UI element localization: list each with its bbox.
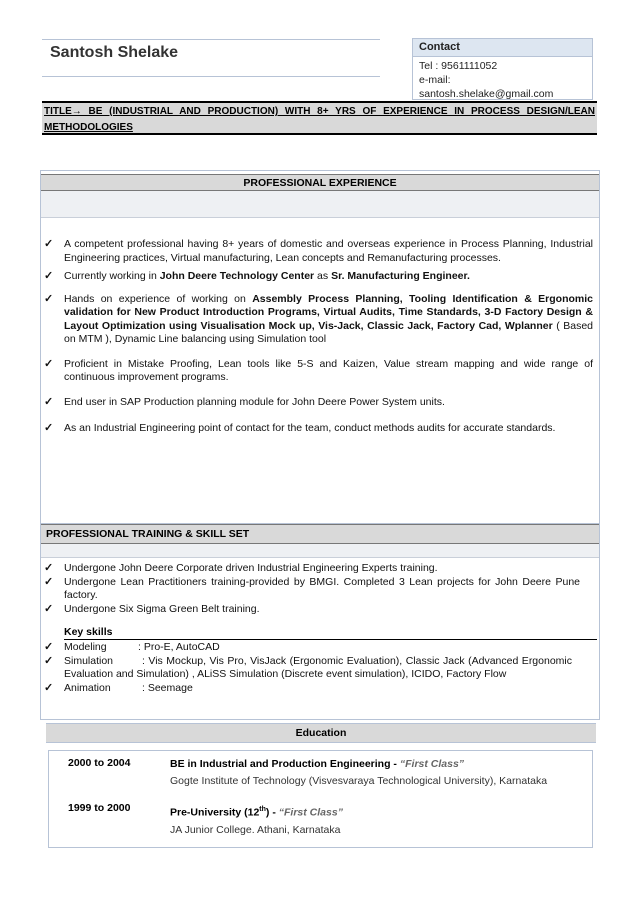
skill-item xyxy=(42,641,572,655)
check-icon: ✓ xyxy=(44,238,54,250)
education-degree-superscript: th xyxy=(259,806,266,813)
education-heading-text: Education xyxy=(295,727,347,739)
education-heading xyxy=(46,723,596,743)
skills-list xyxy=(42,641,572,695)
training-item-text: Undergone Six Sigma Green Belt training. xyxy=(64,602,260,615)
training-item-text: Undergone John Deere Corporate driven Industrial Engineering Experts training. xyxy=(64,562,438,574)
check-icon: ✓ xyxy=(44,395,54,408)
skill-item xyxy=(42,655,572,682)
list-item xyxy=(42,562,580,576)
education-degree: Pre-University (12 xyxy=(170,806,260,819)
education-degree-end: ) xyxy=(265,806,270,819)
skill-label: Modeling xyxy=(64,641,107,653)
training-item-text: Undergone Lean Practitioners training-provided by BMGI. Completed 3 Lean projects for John Deere Pune factory. xyxy=(64,575,580,601)
list-item xyxy=(42,603,580,617)
skill-item xyxy=(42,682,572,696)
check-icon: ✓ xyxy=(44,681,54,694)
experience-heading xyxy=(41,174,599,191)
education-years: 2000 to 2004 xyxy=(68,757,131,769)
list-item xyxy=(42,358,593,385)
list-item xyxy=(42,293,593,347)
contact-heading: Contact xyxy=(413,39,592,57)
education-class: “First Class” xyxy=(399,758,465,770)
skill-value: : Vis Mockup, Vis Pro, VisJack (Ergonomic Evaluation), Classic Jack (Advanced Ergonomic Evaluation and Simulation) , ALiSS Simulation (Discrete event simulation), ICIDO, Factory Flow xyxy=(64,654,572,680)
experience-item-text: End user in SAP Production planning module for John Deere Power System units. xyxy=(64,395,445,408)
check-icon: ✓ xyxy=(44,422,54,434)
key-skills-heading: Key skills xyxy=(64,626,113,638)
resume-title: TITLE→ BE (INDUSTRIAL AND PRODUCTION) WITH 8+ YRS OF EXPERIENCE IN PROCESS DESIGN/LEAN METHODOLOGIES xyxy=(42,101,597,135)
skill-label: Simulation xyxy=(64,654,114,667)
experience-list xyxy=(42,238,593,436)
skill-value: : Seemage xyxy=(142,681,193,694)
list-item xyxy=(42,238,593,265)
check-icon: ✓ xyxy=(44,654,54,667)
header-top-rule xyxy=(42,39,380,40)
header-bottom-rule xyxy=(42,76,380,77)
list-item xyxy=(42,270,593,284)
experience-item-text: Hands on experience of working on xyxy=(64,292,253,305)
education-years: 1999 to 2000 xyxy=(68,802,131,814)
education-degree-line xyxy=(170,757,586,772)
candidate-name: Santosh Shelake xyxy=(50,44,179,61)
experience-item-text: Currently working in xyxy=(64,270,160,282)
check-icon: ✓ xyxy=(44,270,54,282)
experience-item-text: Proficient in Mistake Proofing, Lean tools like 5-S and Kaizen, Value stream mapping and wide range of continuous improvement programs. xyxy=(64,357,593,383)
experience-item-text: As an Industrial Engineering point of contact for the team, conduct methods audits for accurate standards. xyxy=(64,422,556,434)
training-heading xyxy=(41,524,599,544)
list-item xyxy=(42,422,593,436)
check-icon: ✓ xyxy=(44,292,54,305)
education-separator: - xyxy=(269,806,279,819)
education-separator: - xyxy=(390,758,400,770)
experience-item-bold: Assembly Process Planning, Tooling Identification & Ergonomic validation for New Product Introduction Programs, Virtual Audits, Time Standards, 3-D Factory Design & Layout Optimization using Visualisation Mock up, Vis-Jack, Classic Jack, Factory Cad, Wplanner xyxy=(64,292,593,332)
employer-name: John Deere Technology Center xyxy=(159,270,315,282)
education-details xyxy=(170,802,586,838)
training-list xyxy=(42,562,580,616)
key-skills-rule xyxy=(64,639,597,640)
contact-box xyxy=(412,38,593,100)
education-institute: Gogte Institute of Technology (Visvesvaraya Technological University), Karnataka xyxy=(170,775,548,787)
education-institute: JA Junior College. Athani, Karnataka xyxy=(170,823,341,836)
experience-shade-bar xyxy=(41,191,599,218)
experience-item-text: A competent professional having 8+ years of domestic and overseas experience in Process Planning, Industrial Engineering practices, Virtual manufacturing, Lean concepts and Remanufacturing processes. xyxy=(64,238,593,264)
contact-tel: Tel : 9561111052 xyxy=(419,60,498,72)
skill-label: Animation xyxy=(64,681,111,694)
check-icon: ✓ xyxy=(44,602,54,615)
education-class: “First Class” xyxy=(278,806,343,819)
education-degree: BE in Industrial and Production Engineering xyxy=(170,758,391,770)
check-icon: ✓ xyxy=(44,641,54,653)
list-item xyxy=(42,396,593,410)
experience-heading-text: PROFESSIONAL EXPERIENCE xyxy=(243,177,397,189)
skill-value: : Pro-E, AutoCAD xyxy=(138,641,220,653)
check-icon: ✓ xyxy=(44,357,54,370)
experience-item-text: as xyxy=(314,270,332,282)
education-details xyxy=(170,757,586,789)
contact-email-label: e-mail: xyxy=(419,74,451,86)
list-item xyxy=(42,576,580,603)
contact-email[interactable]: santosh.shelake@gmail.com xyxy=(419,88,554,100)
job-title: Sr. Manufacturing Engineer. xyxy=(331,270,470,282)
training-heading-text: PROFESSIONAL TRAINING & SKILL SET xyxy=(46,528,250,540)
training-shade-bar xyxy=(41,544,599,558)
check-icon: ✓ xyxy=(44,575,54,588)
education-degree-line xyxy=(170,802,586,821)
experience-item-text: ( Based on MTM ), Dynamic Line balancing using Simulation tool xyxy=(64,319,593,345)
check-icon: ✓ xyxy=(44,562,54,574)
